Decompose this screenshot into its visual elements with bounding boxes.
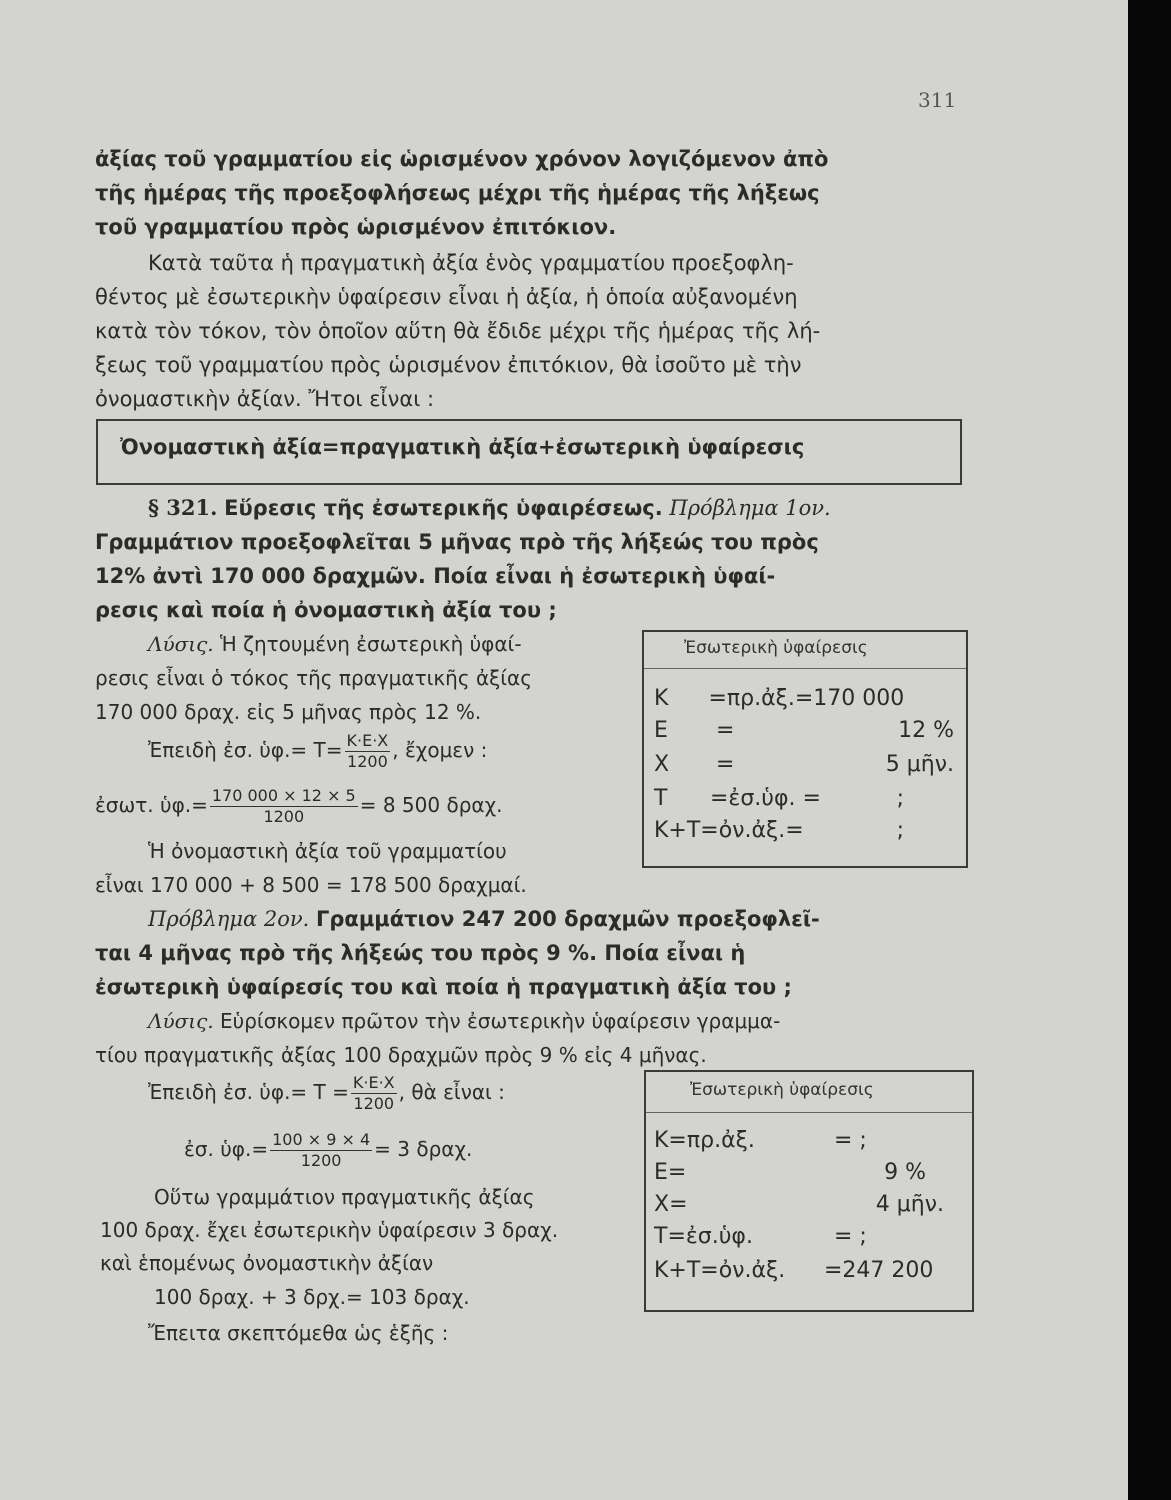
tail-line: Ἔπειτα σκεπτόμεθα ὡς ἑξῆς : — [148, 1321, 449, 1345]
nominal-line: εἶναι 170 000 + 8 500 = 178 500 δραχμαί. — [95, 873, 527, 897]
tail-line: 100 δραχ. ἔχει ἐσωτερικὴν ὑφαίρεσιν 3 δραχ. — [100, 1218, 559, 1242]
tail-line: Οὕτω γραμμάτιον πραγματικῆς ἀξίας — [154, 1185, 535, 1209]
tail-line: 100 δραχ. + 3 δρχ.= 103 δραχ. — [154, 1285, 470, 1309]
problem1-line: ρεσις καὶ ποία ἡ ὀνομαστικὴ ἀξία του ; — [95, 598, 557, 622]
solution1-line: ρεσις εἶναι ὁ τόκος τῆς πραγματικῆς ἀξίας — [95, 666, 532, 690]
table1-row: K =πρ.ἀξ.=170 000 — [654, 686, 905, 711]
problem2-line: Πρόβλημα 2ον. Γραμμάτιον 247 200 δραχμῶν προεξοφλεῖ- — [148, 907, 820, 931]
table2-rule — [646, 1112, 972, 1113]
para2-line: Κατὰ ταῦτα ἡ πραγματικὴ ἀξία ἑνὸς γραμματίου προεξοφλη- — [148, 251, 794, 275]
table1-row: E = 12 % — [654, 718, 954, 743]
fraction: $\frac{K\cdot E\cdot X}{1200}$ — [346, 731, 389, 771]
para1-line: τοῦ γραμματίου πρὸς ὡρισμένον ἐπιτόκιον. — [95, 215, 617, 239]
fraction: $\frac{170 000 \times 12 \times 5}{1200}$ — [211, 786, 356, 826]
problem2-line: ται 4 μῆνας πρὸ τῆς λήξεώς του πρὸς 9 %. Ποία εἶναι ἡ — [95, 941, 746, 965]
para2-line: ξεως τοῦ γραμματίου πρὸς ὡρισμένον ἐπιτόκιον, θὰ ἰσοῦτο μὲ τὴν — [95, 353, 802, 377]
problem2-label: Πρόβλημα 2ον. — [148, 907, 310, 931]
para2-line: κατὰ τὸν τόκον, τὸν ὁποῖον αὕτη θὰ ἔδιδε μέχρι τῆς ἡμέρας τῆς λή- — [95, 319, 821, 343]
formula-text: Ὀνομαστικὴ ἀξία=πραγματικὴ ἀξία+ἐσωτερικὴ ὑφαίρεσις — [120, 435, 805, 459]
problem1-line: 12% ἀντὶ 170 000 δραχμῶν. Ποία εἶναι ἡ ἐσωτερικὴ ὑφαί- — [95, 564, 776, 588]
fraction: $\frac{100 \times 9 \times 4}{1200}$ — [272, 1130, 371, 1170]
table2-row: T=ἐσ.ὑφ. = ; — [654, 1224, 867, 1249]
solution1-line: Λύσις. Ἡ ζητουμένη ἐσωτερικὴ ὑφαί- — [148, 632, 522, 656]
section-number: § 321. — [148, 495, 218, 520]
problem1-line: Γραμμάτιον προεξοφλεῖται 5 μῆνας πρὸ τῆς λήξεώς του πρὸς — [95, 530, 819, 554]
table1-rule — [644, 668, 966, 669]
solution1-label: Λύσις. — [148, 632, 214, 656]
table2-row: X= 4 μῆν. — [654, 1192, 944, 1217]
solution2-label: Λύσις. — [148, 1009, 214, 1033]
table2-title: Ἐσωτερικὴ ὑφαίρεσις — [690, 1080, 874, 1100]
para2-line: θέντος μὲ ἐσωτερικὴν ὑφαίρεσιν εἶναι ἡ ἀξία, ἡ ὁποία αὐξανομένη — [95, 285, 798, 309]
solution1-line: 170 000 δραχ. εἰς 5 μῆνας πρὸς 12 %. — [95, 700, 482, 724]
solution2-line: τίου πραγματικῆς ἀξίας 100 δραχμῶν πρὸς 9 % εἰς 4 μῆνας. — [95, 1043, 707, 1067]
section-title: Εὕρεσις τῆς ἐσωτερικῆς ὑφαιρέσεως. — [224, 496, 663, 520]
solution2-line: Λύσις. Εὑρίσκομεν πρῶτον τὴν ἐσωτερικὴν ὑφαίρεσιν γραμμα- — [148, 1009, 781, 1033]
calc-2: ἐσ. ὑφ.= $\frac{100 \times 9 \times 4}{1200}$ = 3 δραχ. — [184, 1130, 473, 1170]
fraction: $\frac{K\cdot E\cdot X}{1200}$ — [352, 1073, 395, 1113]
table2-row: K+T=ὀν.ἀξ. =247 200 — [654, 1258, 934, 1283]
table2-row: E= 9 % — [654, 1160, 926, 1185]
formula-since-2: Ἐπειδὴ ἐσ. ὑφ.= T = $\frac{K\cdot E\cdot X}{1200}$ , θὰ εἶναι : — [148, 1073, 505, 1113]
problem2-line: ἐσωτερικὴ ὑφαίρεσίς του καὶ ποία ἡ πραγματικὴ ἀξία του ; — [95, 975, 792, 999]
table1-row: K+T=ὀν.ἀξ.= ; — [654, 818, 904, 843]
section-heading — [148, 493, 831, 523]
table1-row: X = 5 μῆν. — [654, 752, 954, 777]
calc-1: ἐσωτ. ὑφ.= $\frac{170 000 \times 12 \times 5}{1200}$ = 8 500 δραχ. — [95, 786, 503, 826]
table2-row: K=πρ.ἀξ. = ; — [654, 1128, 867, 1153]
problem1-label: Πρόβλημα 1ον. — [669, 496, 831, 520]
formula-since-1: Ἐπειδὴ ἐσ. ὑφ.= T= $\frac{K\cdot E\cdot X}{1200}$ , ἔχομεν : — [148, 731, 488, 771]
table1-title: Ἐσωτερικὴ ὑφαίρεσις — [684, 638, 868, 658]
para1-line: ἀξίας τοῦ γραμματίου εἰς ὡρισμένον χρόνον λογιζόμενον ἀπὸ — [95, 147, 829, 171]
para1-line: τῆς ἡμέρας τῆς προεξοφλήσεως μέχρι τῆς ἡμέρας τῆς λήξεως — [95, 181, 820, 205]
nominal-line: Ἡ ὀνομαστικὴ ἀξία τοῦ γραμματίου — [148, 839, 507, 863]
para2-line: ὀνομαστικὴν ἀξίαν. Ἤτοι εἶναι : — [95, 387, 435, 411]
page-number: 311 — [918, 88, 957, 112]
tail-line: καὶ ἑπομένως ὀνομαστικὴν ἀξίαν — [100, 1251, 434, 1275]
table1-row: T =ἐσ.ὑφ. = ; — [654, 786, 904, 811]
